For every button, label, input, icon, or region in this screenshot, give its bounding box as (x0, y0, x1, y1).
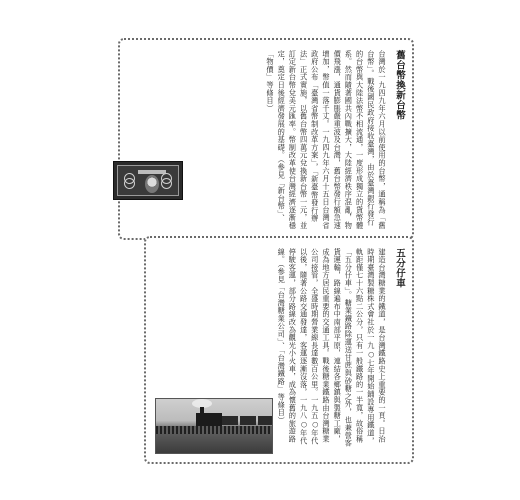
article-body: 建造台灣糖業的鐵道，是台灣鐵路史上重要的一頁。日治時期臺灣製糖株式會社於一九○七年開始鋪設專用鐵道，軌距僅七十六點二公分，只有一般鐵路的一半寬，故俗稱「五分仔車」。糖業鐵路除運送甘蔗與砂糖之外，也兼營客貨運輸，路線遍布中南部平原，連結各鄉鎮與製糖工廠，成為地方居民重要的交通工具。戰後糖業鐵路由台灣糖業公司接管，全盛時期營業線長達數百公里。一九五○年代以後，隨著公路交通發達，客運逐漸沒落，一九八○年代停駛客運，部分路線改為觀光小火車，成為懷舊的旅遊路線。（參見「台灣糖業公司」、「台灣鐵路」等條目） (277, 248, 387, 448)
train-photo (155, 398, 273, 454)
article-title: 舊台幣換新台幣 (394, 50, 405, 120)
portrait-icon (145, 175, 159, 193)
article-body: 台灣於一九四九年六月以前使用的台幣，通稱為「舊台幣」。戰後國民政府接收臺灣，由於臺灣銀行發行的台幣與大陸法幣不相流通，一度形成獨立的貨幣體系。然而隨著國共內戰擴大，大陸經濟秩序混亂，物價飛漲，通貨膨脹嚴重波及台灣，舊台幣發行額急速增加，幣值一落千丈。一九四九年六月十五日台灣省政府公布「臺灣省幣制改革方案」，「新臺幣發行辦法」正式實施，以舊台幣四萬元兌換新台幣一元，並訂定新台幣兌美元匯率。幣制改革使台灣經濟逐漸穩定，奠定日後經濟發展的基礎。（參見「新台幣」、「物價」等條目） (265, 50, 387, 230)
banknote-image (113, 161, 183, 200)
article-title: 五分仔車 (394, 248, 405, 288)
locomotive-icon (196, 413, 222, 426)
